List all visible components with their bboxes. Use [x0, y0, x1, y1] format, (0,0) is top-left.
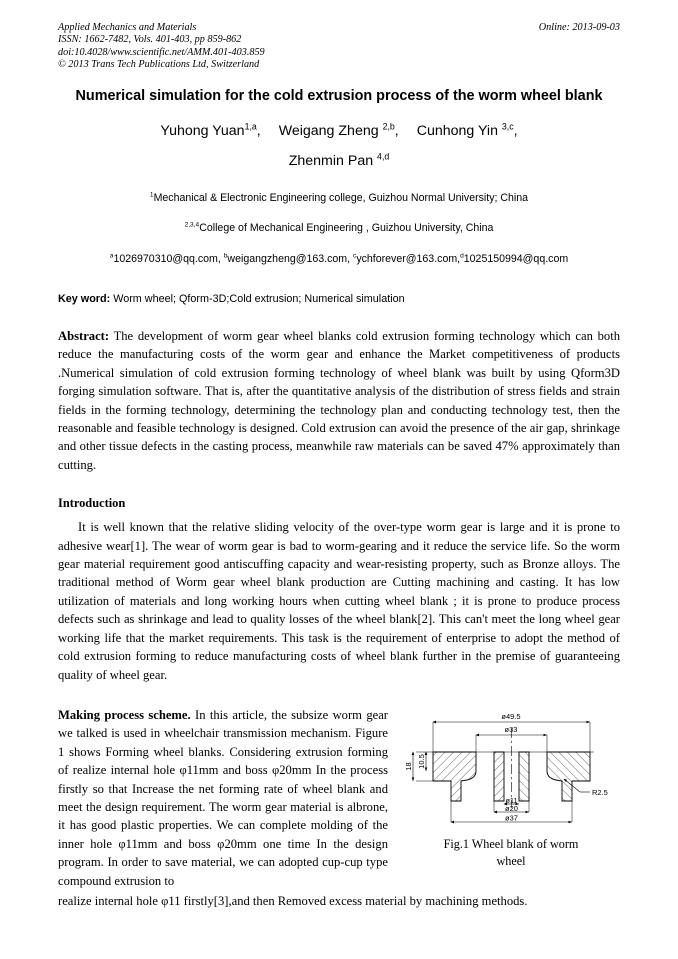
email-marker: a — [109, 252, 114, 260]
email-address: weigangzheng@163.com, — [227, 253, 354, 265]
affiliation-marker: 1 — [149, 191, 154, 199]
author-separator: , — [394, 123, 399, 139]
email-marker: b — [223, 252, 228, 260]
affiliation-text: Mechanical & Electronic Engineering college, Guizhou Normal University; China — [153, 192, 529, 204]
dimension-label-flange-height: 10.5 — [416, 754, 426, 769]
introduction-heading: Introduction — [58, 496, 126, 511]
figure-caption-line2: wheel — [496, 853, 526, 868]
email-address: 1025150994@qq.com — [463, 253, 569, 265]
author-entry — [289, 153, 390, 169]
email-address: 1026970310@qq.com, — [113, 253, 224, 265]
figure-caption — [402, 836, 620, 870]
dimension-label-total-height: 18 — [403, 762, 413, 771]
author-list — [58, 116, 620, 176]
making-process-tail: realize internal hole φ11 firstly[3],and then Removed excess material by machining methods. — [58, 893, 528, 908]
author-affil-marker: 1,a — [244, 121, 257, 132]
abstract-text: The development of worm gear wheel blanks cold extrusion forming technology which can both reduce the manufacturing costs of the worm gear and enhance the Market competitiveness of products .Numerical simulation of cold extrusion forming technology of wheel blank was built by using Qform3D forging simulation software. That is, after the quantitative analysis of the distribution of stress fields and strain fields in the forming technology, determining the technology plan and conducting technology test, then the reasonable and feasible technology is designed. Cold extrusion can avoid the presence of the air gap, shrinkage and other tissue defects in the casting process, meanwhile raw materials can be saved 47% approximately than cutting. — [58, 329, 620, 472]
author-entry — [279, 123, 399, 139]
figure-1 — [402, 708, 620, 870]
page-title: Numerical simulation for the cold extrusion process of the worm wheel blank — [75, 88, 603, 104]
abstract-label: Abstract: — [58, 329, 110, 343]
author-affil-marker: 3,c — [501, 121, 514, 132]
dimension-label-counterbore: ø33 — [504, 724, 517, 734]
author-entry — [417, 123, 518, 139]
author-affil-marker: 2,b — [382, 121, 395, 132]
author-affil-marker: 4,d — [377, 151, 390, 162]
affiliation-text: College of Mechanical Engineering , Guizhou University, China — [199, 222, 494, 234]
dimension-label-bore: ø11 — [504, 795, 518, 805]
making-process-section — [58, 706, 620, 910]
author-emails — [58, 253, 620, 266]
making-process-label: Making process scheme. — [58, 707, 191, 722]
abstract-paragraph — [58, 327, 620, 474]
figure-caption-line1: Fig.1 Wheel blank of worm — [443, 836, 579, 851]
dimension-label-boss: ø20 — [504, 803, 518, 813]
author-entry — [160, 123, 260, 139]
author-name: Cunhong Yin — [416, 123, 502, 139]
section-left-body — [433, 752, 476, 801]
author-name: Yuhong Yuan — [160, 123, 245, 139]
worm-wheel-blank-technical-drawing — [404, 708, 619, 826]
introduction-paragraph: It is well known that the relative sliding velocity of the over-type worm gear is large and it is prone to adhesive wear[1]. The wear of worm gear is bad to worm-gearing and it reduce the service life. So the worm gear material requirement good antiscuffing capacity and wear-resisting property, such as Bronze alloys. The traditional method of Worm gear wheel blank production are Cutting machining and casting. It has low utilization of materials and long working hours when cutting wheel blank ; it is prone to produce process defects such as shrinkage and lead to quality losses of the wheel blank[2]. This can't meet the long wheel gear working life that the market requirements. This task is the requirement of enterprise to adopt the method of cold extrusion forming to reduce manufacturing costs of wheel blank further in the premise of guaranteeing quality of wheel gear. — [58, 520, 620, 682]
author-name: Zhenmin Pan — [288, 153, 378, 169]
author-name: Weigang Zheng — [278, 123, 383, 139]
author-separator: , — [513, 123, 518, 139]
keyword-values: Worm wheel; Qform-3D;Cold extrusion; Numerical simulation — [110, 293, 405, 305]
email-marker: d — [460, 252, 464, 260]
dimension-label-base: ø37 — [504, 813, 518, 823]
journal-doi: doi:10.4028/www.scientific.net/AMM.401-403.859 — [58, 46, 265, 58]
dimension-label-fillet-radius: R2.5 — [591, 787, 608, 797]
dimension-label-outer-diameter: ø49.5 — [500, 711, 521, 721]
keyword-label: Key word: — [58, 293, 111, 305]
affiliation-1 — [58, 192, 620, 205]
making-process-text: In this article, the subsize worm gear we talked is used in wheelchair transmission mechanism. Figure 1 shows Forming wheel blanks. Considering extrusion forming of realize internal hole φ11mm and boss φ20mm In the process firstly so that Increase the net forming rate of wheel blank and meet the design requirement. The worm gear material is albrone, it has good plastic properties. We can complete molding of the inner hole φ11mm and boss φ20mm one time In the design program. In order to save material, we can adopted cup-cup type compound extrusion to — [58, 707, 388, 888]
section-right-body — [547, 752, 590, 801]
affiliation-marker: 2,3,4 — [184, 221, 200, 229]
author-separator: , — [256, 123, 261, 139]
dimension-flange-height — [417, 752, 426, 771]
email-address: ychforever@163.com, — [356, 253, 461, 265]
journal-copyright: © 2013 Trans Tech Publications Ltd, Switzerland — [58, 59, 260, 71]
journal-name: Applied Mechanics and Materials — [58, 22, 197, 33]
dimension-total-height — [404, 752, 413, 781]
keyword-line — [58, 293, 620, 305]
journal-issn: ISSN: 1662-7482, Vols. 401-403, pp 859-862 — [58, 34, 242, 46]
email-marker: c — [353, 252, 357, 260]
affiliation-2 — [58, 222, 620, 235]
journal-header — [58, 22, 620, 76]
online-date: Online: 2013-09-03 — [538, 22, 620, 33]
